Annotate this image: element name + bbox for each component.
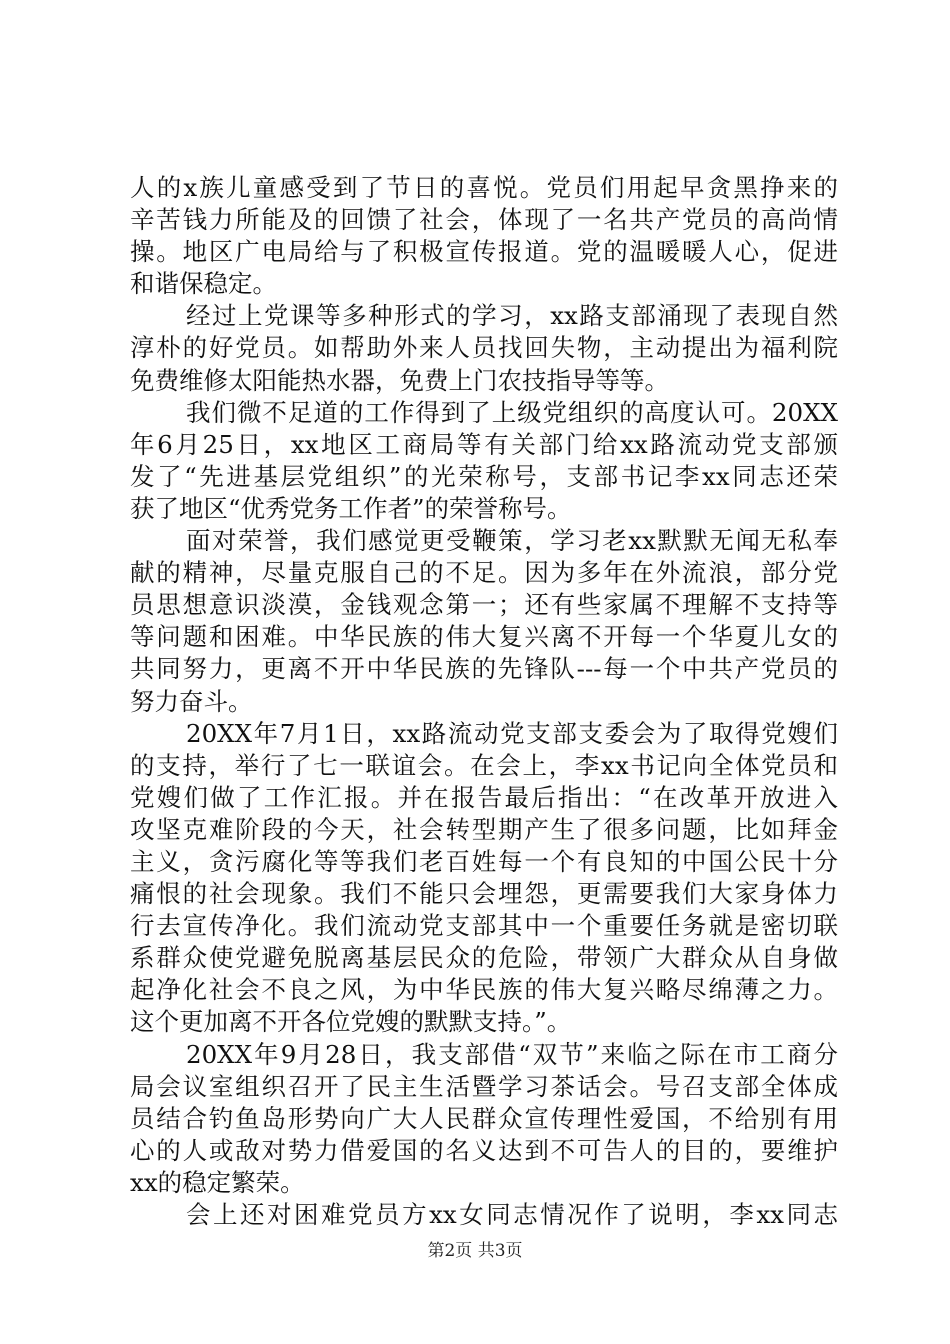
text-line: 痛恨的社会现象。我们不能只会埋怨，更需要我们大家身体力: [130, 879, 838, 909]
text-line: 获了地区“优秀党务工作者”的荣誉称号。: [130, 493, 572, 523]
text-line: 淳朴的好党员。如帮助外来人员找回失物，主动提出为福利院: [130, 333, 838, 363]
text-line: 这个更加离不开各位党嫂的默默支持。”。: [130, 1007, 572, 1037]
text-line: 心的人或敌对势力借爱国的名义达到不可告人的目的，要维护: [130, 1135, 838, 1165]
text-line: 起净化社会不良之风，为中华民族的伟大复兴略尽绵薄之力。: [130, 975, 838, 1005]
text-line: 经过上党课等多种形式的学习，xx路支部涌现了表现自然: [186, 301, 838, 331]
text-line: 20XX年7月1日，xx路流动党支部支委会为了取得党嫂们: [186, 718, 838, 748]
text-line: 20XX年9月28日，我支部借“双节”来临之际在市工商分: [186, 1039, 838, 1069]
text-line: 献的精神，尽量克服自己的不足。因为多年在外流浪，部分党: [130, 558, 838, 588]
text-line: 我们微不足道的工作得到了上级党组织的高度认可。20XX: [186, 397, 838, 427]
text-line: 党嫂们做了工作汇报。并在报告最后指出：“在改革开放进入: [130, 782, 838, 812]
text-line: 操。地区广电局给与了积极宣传报道。党的温暖暖人心，促进: [130, 237, 838, 267]
text-line: 主义，贪污腐化等等我们老百姓每一个有良知的中国公民十分: [130, 846, 838, 876]
text-line: 年6月25日，xx地区工商局等有关部门给xx路流动党支部颁: [130, 429, 838, 459]
text-line: 会上还对困难党员方xx女同志情况作了说明，李xx同志: [186, 1200, 838, 1229]
text-line: 行去宣传净化。我们流动党支部其中一个重要任务就是密切联: [130, 911, 838, 941]
text-line: 员结合钓鱼岛形势向广大人民群众宣传理性爱国，不给别有用: [130, 1103, 838, 1133]
text-line: 员思想意识淡漠，金钱观念第一；还有些家属不理解不支持等: [130, 590, 838, 620]
text-line: 发了“先进基层党组织”的光荣称号，支部书记李xx同志还荣: [130, 461, 838, 491]
text-line: 辛苦钱力所能及的回馈了社会，体现了一名共产党员的高尚情: [130, 205, 838, 235]
text-line: 攻坚克难阶段的今天，社会转型期产生了很多问题，比如拜金: [130, 814, 838, 844]
text-line: 的支持，举行了七一联谊会。在会上，李xx书记向全体党员和: [130, 750, 838, 780]
text-line: 等问题和困难。中华民族的伟大复兴离不开每一个华夏儿女的: [130, 622, 838, 652]
text-line: 系群众使党避免脱离基层民众的危险，带领广大群众从自身做: [130, 943, 838, 973]
text-line: 和谐保稳定。: [130, 269, 277, 299]
text-line: 人的x族儿童感受到了节日的喜悦。党员们用起早贪黑挣来的: [130, 173, 838, 202]
text-line: 免费维修太阳能热水器，免费上门农技指导等等。: [130, 365, 669, 395]
page-footer: 第2页 共3页: [427, 1241, 523, 1261]
text-line: 局会议室组织召开了民主生活暨学习茶话会。号召支部全体成: [130, 1071, 838, 1101]
text-line: xx的稳定繁荣。: [130, 1167, 305, 1197]
document-body: [130, 172, 838, 1231]
text-line: 共同努力，更离不开中华民族的先锋队---每一个中共产党员的: [130, 654, 838, 684]
text-line: 努力奋斗。: [130, 686, 253, 716]
text-line: 面对荣誉，我们感觉更受鞭策，学习老xx默默无闻无私奉: [186, 526, 838, 556]
